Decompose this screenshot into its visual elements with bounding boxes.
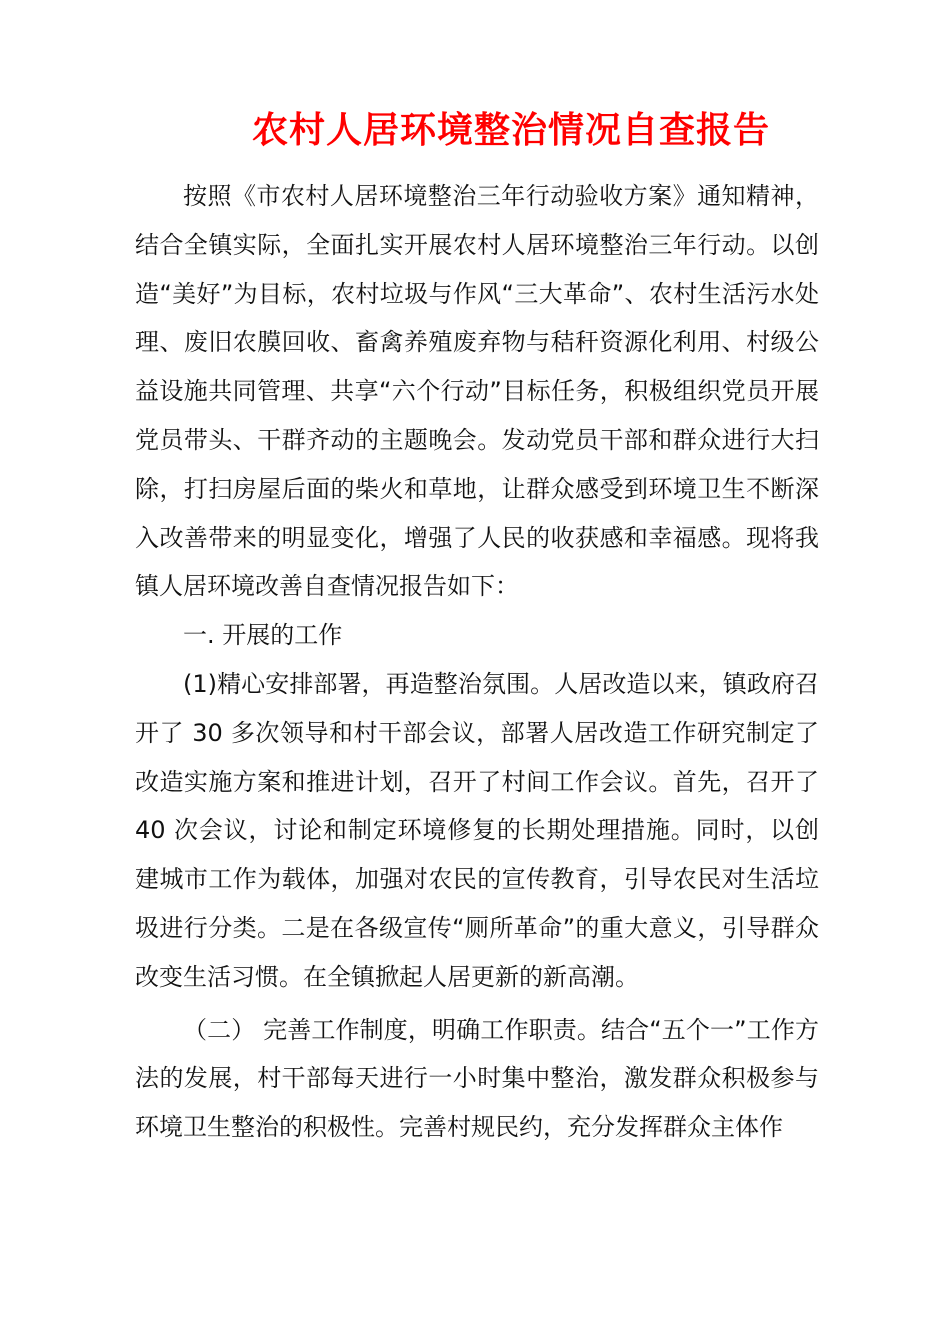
- paragraph-system: （二） 完善工作制度，明确工作职责。结合“五个一”工作方法的发展，村干部每天进行一小时集中整治，激发群众积极参与环境卫生整治的积极性。完善村规民约，充分发挥群众主体作: [135, 1015, 819, 1142]
- paragraph-deployment: (1)精心安排部署，再造整治氛围。人居改造以来，镇政府召开了 30 多次领导和村干部会议，部署人居改造工作研究制定了改造实施方案和推进计划，召开了村间工作会议。首先，召开了 40 次会议，讨论和制定环境修复的长期处理措施。同时，以创建城市工作为载体，加强对农民的宣传教育，引导农民对生活垃圾进行分类。二是在各级宣传“厕所革命”的重大意义，引导群众改变生活习惯。在全镇掀起人居更新的新高潮。: [135, 669, 819, 991]
- paragraph-intro: 按照《市农村人居环境整治三年行动验收方案》通知精神，结合全镇实际，全面扎实开展农村人居环境整治三年行动。以创造“美好”为目标，农村垃圾与作风“三大革命”、农村生活污水处理、废旧农膜回收、畜禽养殖废弃物与秸秆资源化利用、村级公益设施共同管理、共享“六个行动”目标任务，积极组织党员开展党员带头、干群齐动的主题晚会。发动党员干部和群众进行大扫除，打扫房屋后面的柴火和草地，让群众感受到环境卫生不断深入改善带来的明显变化，增强了人民的收获感和幸福感。现将我镇人居环境改善自查情况报告如下：: [135, 182, 819, 601]
- section-heading: 一. 开展的工作: [183, 621, 343, 650]
- document-body: [135, 172, 819, 1152]
- document-title: 农村人居环境整治情况自查报告: [252, 110, 771, 151]
